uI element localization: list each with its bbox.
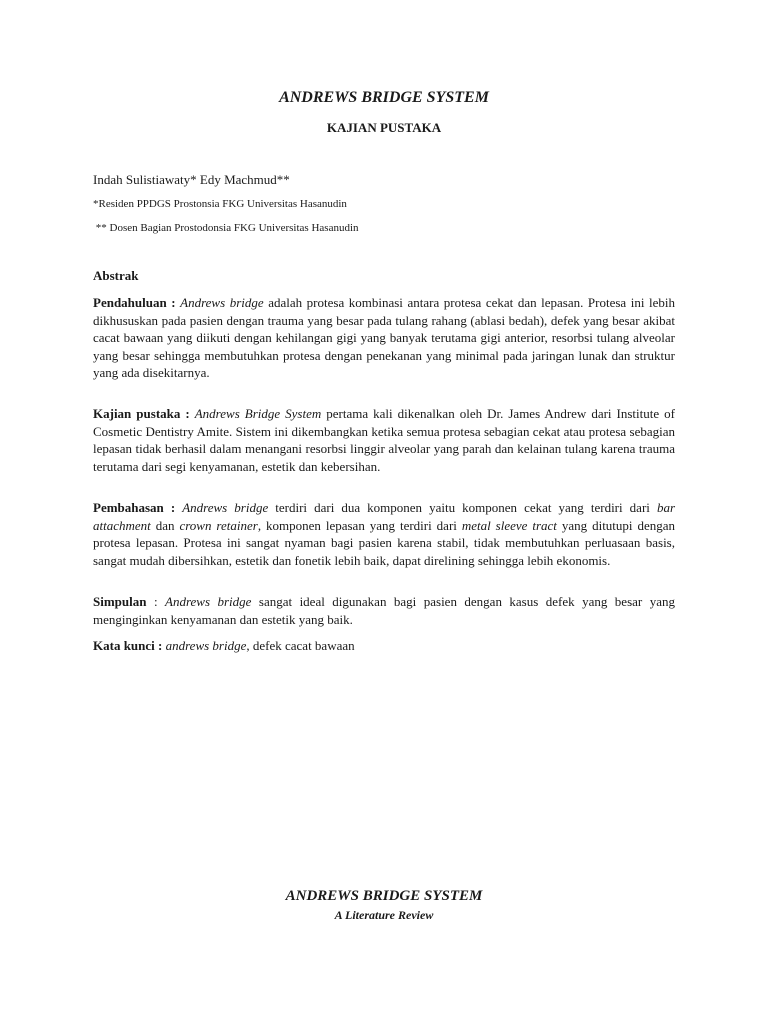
paragraph-pendahuluan: [93, 294, 675, 382]
pembahasan-term-1: Andrews bridge: [182, 500, 269, 515]
pendahuluan-text: adalah protesa kombinasi antara protesa cekat dan lepasan. Protesa ini lebih dikhususkan pada pasien dengan trauma yang besar pada tulang rahang (ablasi bedah), defek yang besar akibat cacat bawaan yang diikuti dengan kehilangan gigi yang banyak terutama gigi anterior, resorbsi tulang alveolar yang besar sehingga membutuhkan protesa dengan penekanan yang minimal pada jaringan lunak dan struktur yang ada disekitarnya.: [93, 295, 675, 380]
pembahasan-text-2: dan: [150, 517, 180, 533]
paragraph-kajian-pustaka: [93, 405, 675, 475]
page-title: ANDREWS BRIDGE SYSTEM: [279, 89, 489, 106]
abstract-heading: Abstrak: [93, 268, 139, 283]
affiliation-dosen: ** Dosen Bagian Prostodonsia FKG Universitas Hasanudin: [93, 222, 359, 234]
paragraph-kata-kunci: [93, 637, 675, 655]
pembahasan-text-3: , komponen lepasan yang terdiri dari: [257, 517, 462, 533]
pembahasan-label: Pembahasan :: [93, 500, 183, 515]
simpulan-text: sangat ideal digunakan bagi pasien dengan kasus defek yang besar yang menginginkan kenyamanan dan estetik yang baik.: [93, 594, 675, 627]
pembahasan-text-4: yang ditutupi dengan protesa lepasan. Protesa ini sangat nyaman bagi pasien karena stabil, tidak membutuhkan perluasaan basis, sangat mudah dibersihkan, estetik dan fonetik lebih baik, dapat direlining sehingga lebih ekonomis.: [93, 517, 676, 568]
simpulan-separator: :: [146, 594, 166, 609]
english-title: ANDREWS BRIDGE SYSTEM: [285, 888, 483, 904]
affiliation-residen: *Residen PPDGS Prostonsia FKG Universitas Hasanudin: [93, 198, 347, 210]
author-names: Indah Sulistiawaty* Edy Machmud**: [93, 172, 290, 187]
english-subtitle: A Literature Review: [334, 908, 434, 922]
paragraph-pembahasan: [93, 499, 675, 569]
kata-kunci-text: , defek cacat bawaan: [246, 638, 355, 653]
paragraph-simpulan: [93, 593, 675, 628]
pembahasan-term-2: bar attachment: [93, 500, 675, 533]
simpulan-label: Simpulan: [93, 594, 147, 609]
kajian-term: Andrews Bridge System: [194, 406, 322, 421]
pembahasan-term-4: metal sleeve tract: [461, 517, 557, 533]
simpulan-term: Andrews bridge: [165, 594, 252, 609]
page-subtitle: KAJIAN PUSTAKA: [326, 120, 442, 135]
kajian-label: Kajian pustaka :: [93, 406, 195, 421]
kata-kunci-term: andrews bridge: [165, 638, 247, 653]
pendahuluan-label: Pendahuluan :: [93, 295, 181, 310]
kata-kunci-label: Kata kunci :: [93, 638, 166, 653]
pembahasan-text-1: terdiri dari dua komponen yaitu komponen cekat yang terdiri dari: [268, 500, 657, 515]
kajian-text: pertama kali dikenalkan oleh Dr. James Andrew dari Institute of Cosmetic Dentistry Amite. Sistem ini dikembangkan ketika semua protesa sebagian cekat atau protesa sebagian lepasan tidak berhasil dalam menangani resorbsi linggir alveolar yang parah dan kelainan tulang karena trauma terutama dari segi kenyamanan, estetik dan kebersihan.: [93, 406, 675, 474]
pendahuluan-term: Andrews bridge: [180, 295, 264, 310]
pembahasan-term-3: crown retainer: [179, 517, 258, 533]
